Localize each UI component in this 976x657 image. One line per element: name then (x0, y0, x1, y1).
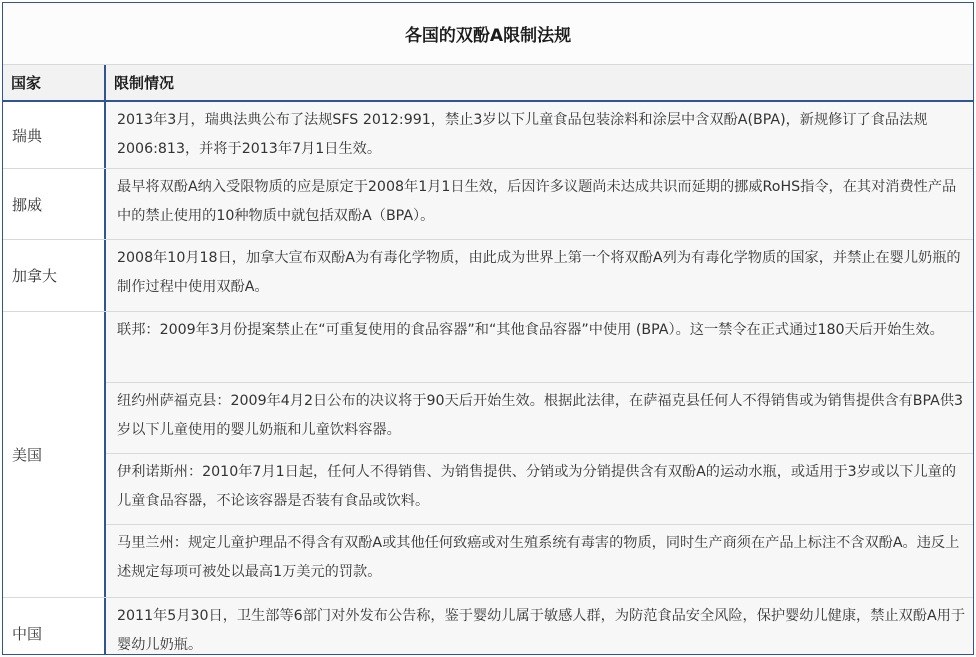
table-header-row (3, 65, 973, 102)
restriction-subitem: 伊利诺斯州：2010年7月1日起，任何人不得销售、为销售提供、分销或为分销提供含有双酚A的运动水瓶，或适用于3岁或以下儿童的儿童食品容器，不论该容器是否装有食品或饮料。 (106, 454, 973, 525)
table-title: 各国的双酚A限制法规 (404, 26, 572, 46)
table-body (3, 102, 973, 655)
table-row (3, 312, 973, 598)
restriction-subitem: 联邦：2009年3月份提案禁止在“可重复使用的食品容器”和“其他食品容器”中使用 (BPA）。这一禁令在正式通过180天后开始生效。 (106, 312, 973, 383)
restriction-subitem: 纽约州萨福克县：2009年4月2日公布的决议将于90天后开始生效。根据此法律，在萨福克县任何人不得销售或为销售提供含有BPA供3岁以下儿童使用的婴儿奶瓶和儿童饮料容器。 (106, 383, 973, 454)
restriction-cell: 2013年3月，瑞典法典公布了法规SFS 2012:991，禁止3岁以下儿童食品包装涂料和涂层中含双酚A(BPA)，新规修订了食品法规2006:813，并将于2013年7月1日生效。 (106, 102, 973, 168)
header-country: 国家 (3, 65, 106, 100)
regulation-table (2, 2, 974, 655)
table-title-bar (3, 3, 973, 65)
restriction-cell: 2011年5月30日，卫生部等6部门对外发布公告称，鉴于婴幼儿属于敏感人群，为防范食品安全风险，保护婴幼儿健康，禁止双酚A用于婴幼儿奶瓶。 (106, 598, 973, 655)
table-row (3, 169, 973, 240)
table-row (3, 598, 973, 655)
table-row (3, 102, 973, 169)
restriction-cell: 2008年10月18日，加拿大宣布双酚A为有毒化学物质，由此成为世界上第一个将双酚A列为有毒化学物质的国家，并禁止在婴儿奶瓶的制作过程中使用双酚A。 (106, 240, 973, 311)
header-restriction: 限制情况 (114, 74, 175, 92)
country-cell: 瑞典 (3, 102, 106, 168)
country-cell: 挪威 (3, 169, 106, 239)
country-cell: 加拿大 (3, 240, 106, 311)
table-row (3, 240, 973, 312)
restriction-cell: 最早将双酚A纳入受限物质的应是原定于2008年1月1日生效，后因许多议题尚未达成共识而延期的挪威RoHS指令，在其对消费性产品中的禁止使用的10种物质中就包括双酚A（BPA）。 (106, 169, 973, 239)
restriction-subitem: 马里兰州：规定儿童护理品不得含有双酚A或其他任何致癌或对生殖系统有毒害的物质，同时生产商须在产品上标注不含双酚A。违反上述规定每项可被处以最高1万美元的罚款。 (106, 525, 973, 597)
restriction-sublist (106, 312, 973, 597)
country-cell: 美国 (3, 312, 106, 597)
country-cell: 中国 (3, 598, 106, 655)
